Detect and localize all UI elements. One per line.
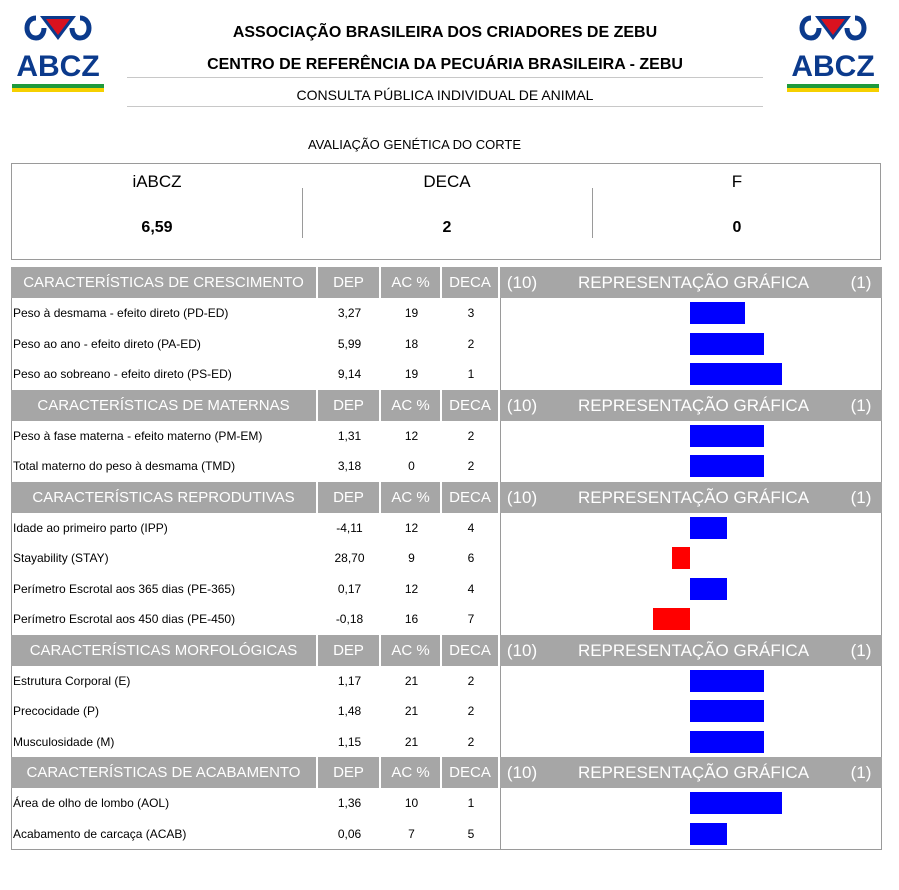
header-separator [316, 482, 318, 513]
trait-dep: 1,15 [337, 734, 362, 749]
trait-ac: 12 [404, 428, 419, 443]
trait-name: Peso ao sobreano - efeito direto (PS-ED) [13, 367, 232, 381]
header-separator [379, 267, 381, 298]
header-separator [440, 757, 442, 788]
trait-row [12, 604, 881, 635]
header-separator [498, 267, 500, 298]
header-separator [440, 482, 442, 513]
bar-negative [672, 547, 690, 569]
column-deca-header: DECA [449, 641, 491, 659]
header-divider [127, 106, 763, 107]
trait-name: Musculosidade (M) [13, 734, 115, 749]
trait-row [12, 421, 881, 452]
trait-row [12, 788, 881, 819]
section-title: CARACTERÍSTICAS DE ACABAMENTO [26, 764, 301, 781]
trait-ac: 19 [404, 306, 419, 320]
section-header [11, 267, 882, 298]
summary-value: 2 [442, 219, 452, 236]
summary-label: iABCZ [132, 172, 182, 191]
trait-row [12, 513, 881, 544]
graph-border [500, 666, 501, 758]
column-graph-header: REPRESENTAÇÃO GRÁFICA [577, 395, 810, 415]
trait-ac: 21 [404, 734, 419, 749]
bar-positive [690, 731, 764, 753]
section-header [11, 482, 882, 513]
bar-positive [690, 425, 764, 447]
trait-row [12, 543, 881, 574]
column-ac-header: AC % [391, 641, 430, 659]
bar-positive [690, 517, 727, 539]
abcz-emblem-icon [10, 8, 106, 52]
trait-dep: 28,70 [334, 551, 365, 565]
bar-positive [690, 578, 727, 600]
trait-deca: 2 [467, 734, 475, 749]
trait-name: Acabamento de carcaça (ACAB) [13, 826, 187, 841]
trait-row [12, 298, 881, 329]
header-separator [498, 757, 500, 788]
section-rows [11, 666, 882, 758]
trait-row [12, 696, 881, 727]
header-separator [440, 635, 442, 666]
abcz-logo-left [10, 8, 106, 94]
trait-row [12, 819, 881, 850]
trait-ac: 19 [404, 367, 419, 381]
scale-left-label: (10) [506, 763, 538, 782]
column-graph-header: REPRESENTAÇÃO GRÁFICA [577, 763, 810, 782]
scale-right-label: (1) [850, 640, 872, 660]
bar-negative [653, 608, 690, 630]
header-separator [379, 482, 381, 513]
trait-ac: 12 [404, 520, 419, 535]
scale-left-label: (10) [506, 395, 538, 415]
abcz-emblem-icon [785, 8, 881, 52]
scale-right-label: (1) [850, 487, 872, 507]
trait-name: Peso à desmama - efeito direto (PD-ED) [13, 306, 229, 320]
header-separator [498, 390, 500, 421]
header-separator [379, 635, 381, 666]
trait-dep: -0,18 [335, 612, 364, 626]
column-deca-header: DECA [449, 274, 491, 291]
header-separator [316, 757, 318, 788]
trait-name: Stayability (STAY) [13, 551, 109, 565]
graph-border [500, 513, 501, 635]
summary-deca [302, 164, 592, 259]
section-rows [11, 788, 882, 849]
scale-left-label: (10) [506, 640, 538, 660]
column-dep-header: DEP [333, 396, 364, 414]
graph-border [500, 298, 501, 390]
trait-name: Área de olho de lombo (AOL) [13, 796, 170, 810]
section-rows [11, 298, 882, 390]
center-title: CENTRO DE REFERÊNCIA DA PECUÁRIA BRASILEIRA - ZEBU [207, 56, 683, 73]
trait-deca: 6 [467, 551, 475, 565]
trait-row [12, 727, 881, 758]
section-header [11, 635, 882, 666]
header-separator [440, 267, 442, 298]
header-separator [316, 635, 318, 666]
section-rows [11, 513, 882, 635]
trait-deca: 1 [467, 367, 475, 381]
column-deca-header: DECA [449, 764, 491, 781]
trait-row [12, 666, 881, 697]
trait-dep: 1,17 [337, 673, 362, 688]
bar-positive [690, 700, 764, 722]
column-ac-header: AC % [391, 396, 430, 414]
trait-ac: 16 [404, 612, 419, 626]
header-separator [440, 390, 442, 421]
summary-label: F [731, 172, 743, 191]
scale-right-label: (1) [850, 763, 872, 782]
query-title: CONSULTA PÚBLICA INDIVIDUAL DE ANIMAL [296, 87, 594, 103]
trait-row [12, 359, 881, 390]
trait-ac: 7 [408, 826, 415, 841]
bar-positive [690, 670, 764, 692]
bar-positive [690, 302, 745, 324]
trait-name: Estrutura Corporal (E) [13, 673, 131, 688]
column-dep-header: DEP [333, 274, 364, 291]
graph-border [500, 788, 501, 849]
column-dep-header: DEP [333, 641, 364, 659]
trait-deca: 1 [467, 796, 475, 810]
trait-ac: 18 [404, 336, 419, 351]
trait-dep: 1,48 [337, 704, 362, 718]
association-title: ASSOCIAÇÃO BRASILEIRA DOS CRIADORES DE ZEBU [232, 24, 658, 41]
trait-ac: 0 [408, 459, 415, 473]
summary-box [11, 163, 881, 260]
trait-dep: 1,36 [337, 796, 362, 810]
trait-deca: 7 [467, 612, 475, 626]
trait-dep: -4,11 [336, 520, 363, 535]
flag-stripes-icon [787, 84, 879, 92]
trait-name: Peso à fase materna - efeito materno (PM-EM) [13, 428, 263, 443]
summary-iabcz [12, 164, 302, 259]
column-dep-header: DEP [333, 764, 364, 781]
logo-text: ABCZ [16, 50, 100, 83]
summary-label: DECA [423, 172, 471, 191]
trait-row [12, 329, 881, 360]
trait-deca: 4 [467, 581, 475, 596]
scale-left-label: (10) [506, 487, 538, 507]
trait-dep: 5,99 [337, 336, 362, 351]
trait-deca: 2 [467, 704, 475, 718]
trait-deca: 2 [467, 336, 475, 351]
header-divider [127, 77, 763, 78]
column-ac-header: AC % [391, 764, 430, 781]
column-ac-header: AC % [391, 488, 430, 506]
trait-ac: 9 [408, 551, 415, 565]
header-separator [498, 635, 500, 666]
trait-dep: 9,14 [337, 367, 362, 381]
bar-positive [690, 363, 782, 385]
section-title: CARACTERÍSTICAS REPRODUTIVAS [32, 488, 295, 506]
column-graph-header: REPRESENTAÇÃO GRÁFICA [577, 640, 810, 660]
column-graph-header: REPRESENTAÇÃO GRÁFICA [577, 487, 810, 507]
section-header [11, 390, 882, 421]
trait-row [12, 574, 881, 605]
trait-deca: 4 [467, 520, 475, 535]
bar-positive [690, 823, 727, 845]
column-ac-header: AC % [391, 274, 430, 291]
header-separator [316, 267, 318, 298]
header-separator [379, 757, 381, 788]
column-graph-header: REPRESENTAÇÃO GRÁFICA [577, 273, 810, 292]
trait-name: Idade ao primeiro parto (IPP) [13, 520, 168, 535]
bar-positive [690, 455, 764, 477]
trait-dep: 3,27 [337, 306, 362, 320]
trait-ac: 21 [404, 704, 419, 718]
section-rows [11, 421, 882, 482]
bar-positive [690, 792, 782, 814]
trait-ac: 10 [404, 796, 419, 810]
trait-dep: 0,17 [337, 581, 362, 596]
logo-text: ABCZ [791, 50, 875, 83]
header-separator [498, 482, 500, 513]
summary-value: 0 [732, 219, 742, 236]
section-title: CARACTERÍSTICAS DE CRESCIMENTO [23, 274, 304, 291]
summary-f [592, 164, 882, 259]
flag-stripes-icon [12, 84, 104, 92]
column-deca-header: DECA [449, 396, 491, 414]
trait-deca: 3 [467, 306, 475, 320]
trait-name: Total materno do peso à desmama (TMD) [13, 459, 236, 473]
column-dep-header: DEP [333, 488, 364, 506]
trait-dep: 3,18 [337, 459, 362, 473]
scale-right-label: (1) [850, 395, 872, 415]
trait-dep: 0,06 [337, 826, 362, 841]
trait-ac: 12 [404, 581, 419, 596]
header-separator [379, 390, 381, 421]
trait-deca: 2 [467, 459, 475, 473]
trait-deca: 5 [467, 826, 475, 841]
summary-value: 6,59 [141, 219, 173, 236]
abcz-logo-right [785, 8, 881, 94]
table-bottom-border [11, 849, 882, 850]
scale-right-label: (1) [850, 273, 872, 292]
trait-name: Perímetro Escrotal aos 365 dias (PE-365) [13, 581, 236, 596]
bar-positive [690, 333, 764, 355]
column-deca-header: DECA [449, 488, 491, 506]
trait-dep: 1,31 [337, 428, 362, 443]
graph-border [500, 421, 501, 482]
trait-name: Perímetro Escrotal aos 450 dias (PE-450) [13, 612, 236, 626]
page-subtitle: AVALIAÇÃO GENÉTICA DO CORTE [307, 137, 522, 152]
evaluation-table [11, 267, 882, 850]
section-title: CARACTERÍSTICAS MORFOLÓGICAS [29, 641, 298, 659]
header-separator [316, 390, 318, 421]
scale-left-label: (10) [506, 273, 538, 292]
trait-row [12, 451, 881, 482]
section-header [11, 757, 882, 788]
trait-ac: 21 [404, 673, 419, 688]
trait-name: Precocidade (P) [13, 704, 100, 718]
trait-deca: 2 [467, 673, 475, 688]
trait-name: Peso ao ano - efeito direto (PA-ED) [13, 336, 201, 351]
trait-deca: 2 [467, 428, 475, 443]
section-title: CARACTERÍSTICAS DE MATERNAS [37, 396, 290, 414]
